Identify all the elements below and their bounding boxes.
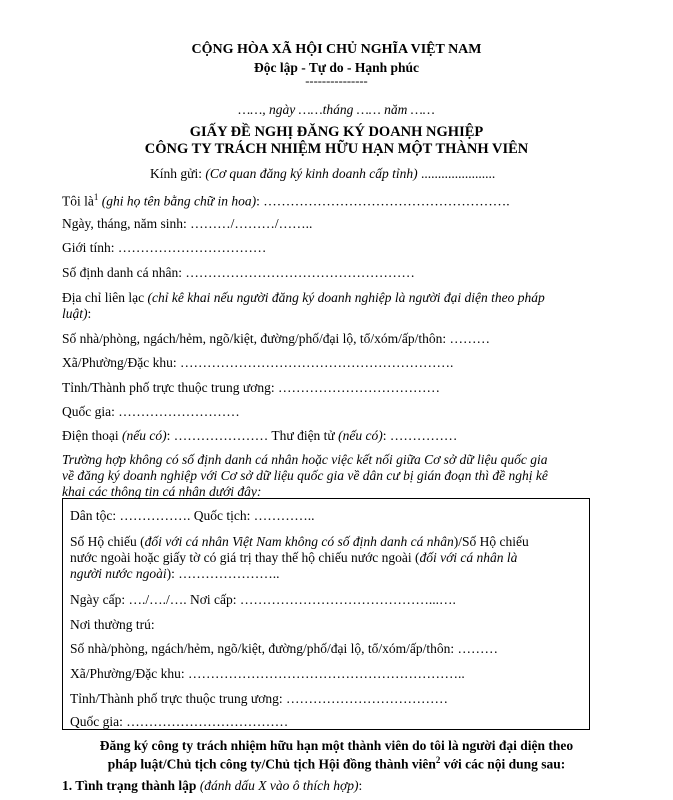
motto: Độc lập - Tự do - Hạnh phúc	[253, 60, 420, 75]
header-rule: ---------------	[305, 74, 368, 88]
box-passport-line1[interactable]: Số Hộ chiếu (đối với cá nhân Việt Nam không có số định danh cá nhân)/Số Hộ chiếu	[70, 534, 529, 549]
field-id-number[interactable]: Số định danh cá nhân: ……………………………………………	[62, 265, 415, 280]
field-dob[interactable]: Ngày, tháng, năm sinh: ………/………/……..	[62, 216, 313, 231]
box-ethnic[interactable]: Dân tộc: ……………. Quốc tịch: …………..	[70, 508, 315, 523]
note-line3: khai các thông tin cá nhân dưới đây:	[62, 484, 262, 499]
box-street[interactable]: Số nhà/phòng, ngách/hẻm, ngõ/kiệt, đường/phố/đại lộ, tổ/xóm/ấp/thôn: ………	[70, 641, 499, 656]
date-line: ……, ngày ……tháng …… năm ……	[238, 102, 435, 117]
box-passport-line3: người nước ngoài): …………………..	[70, 566, 280, 581]
box-passport-line2: nước ngoài hoặc giấy tờ có giá trị thay thế hộ chiếu nước ngoài (đối với cá nhân là	[70, 550, 518, 565]
recipient-dots: ......................	[417, 166, 496, 181]
box-ward[interactable]: Xã/Phường/Đặc khu: ……………………………………………………..	[70, 666, 465, 681]
note-line1: Trường hợp không có số định danh cá nhân hoặc việc kết nối giữa Cơ sở dữ liệu quốc gia	[62, 452, 548, 467]
field-name[interactable]: Tôi $là^1$ (ghi họ tên bằng chữ in hoa): ……………………………………………….	[62, 192, 510, 209]
box-residence: Nơi thường trú:	[70, 617, 155, 632]
section-1-heading: 1. Tình trạng thành lập (đánh dấu X vào ô thích hợp):	[62, 778, 363, 793]
recipient-label: Kính gửi:	[150, 166, 202, 181]
field-province[interactable]: Tỉnh/Thành phố trực thuộc trung ương: ………………………………	[62, 380, 440, 395]
box-issue[interactable]: Ngày cấp: …./…./…. Nơi cấp: ……………………………………...….	[70, 592, 456, 607]
field-contact-address: Địa chỉ liên lạc (chỉ kê khai nếu người đăng ký doanh nghiệp là người đại diện theo pháp	[62, 290, 545, 305]
field-country[interactable]: Quốc gia: ………………………	[62, 404, 240, 419]
field-gender[interactable]: Giới tính: ……………………………	[62, 240, 267, 255]
box-country[interactable]: Quốc gia: ………………………………	[70, 714, 289, 729]
field-ward[interactable]: Xã/Phường/Đặc khu: …………………………………………………….	[62, 355, 454, 370]
note-line2: về đăng ký doanh nghiệp với Cơ sở dữ liệu quốc gia về dân cư bị gián đoạn thì đề nghị kê	[62, 468, 548, 483]
form-title-line2: CÔNG TY TRÁCH NHIỆM HỮU HẠN MỘT THÀNH VIÊN	[144, 141, 529, 157]
field-phone-email[interactable]: Điện thoại (nếu có): ………………… Thư điện tử (nếu có): ……………	[62, 428, 458, 443]
field-street[interactable]: Số nhà/phòng, ngách/hẻm, ngõ/kiệt, đường/phố/đại lộ, tổ/xóm/ấp/thôn: ………	[62, 331, 491, 346]
field-contact-address-cont: luật):	[62, 306, 92, 321]
recipient-line	[150, 166, 495, 182]
national-title: CỘNG HÒA XÃ HỘI CHỦ NGHĨA VIỆT NAM	[191, 42, 482, 57]
box-province[interactable]: Tỉnh/Thành phố trực thuộc trung ương: ………………………………	[70, 691, 448, 706]
closing-line2: pháp luật/Chủ tịch công ty/Chủ tịch Hội đồng thành viên$^2$ với các nội dung sau:	[107, 755, 566, 772]
closing-line1: Đăng ký công ty trách nhiệm hữu hạn một thành viên do tôi là người đại diện theo	[99, 738, 574, 753]
form-title-line1: GIẤY ĐỀ NGHỊ ĐĂNG KÝ DOANH NGHIỆP	[189, 124, 484, 140]
recipient-note: (Cơ quan đăng ký kinh doanh cấp tỉnh)	[205, 166, 418, 181]
